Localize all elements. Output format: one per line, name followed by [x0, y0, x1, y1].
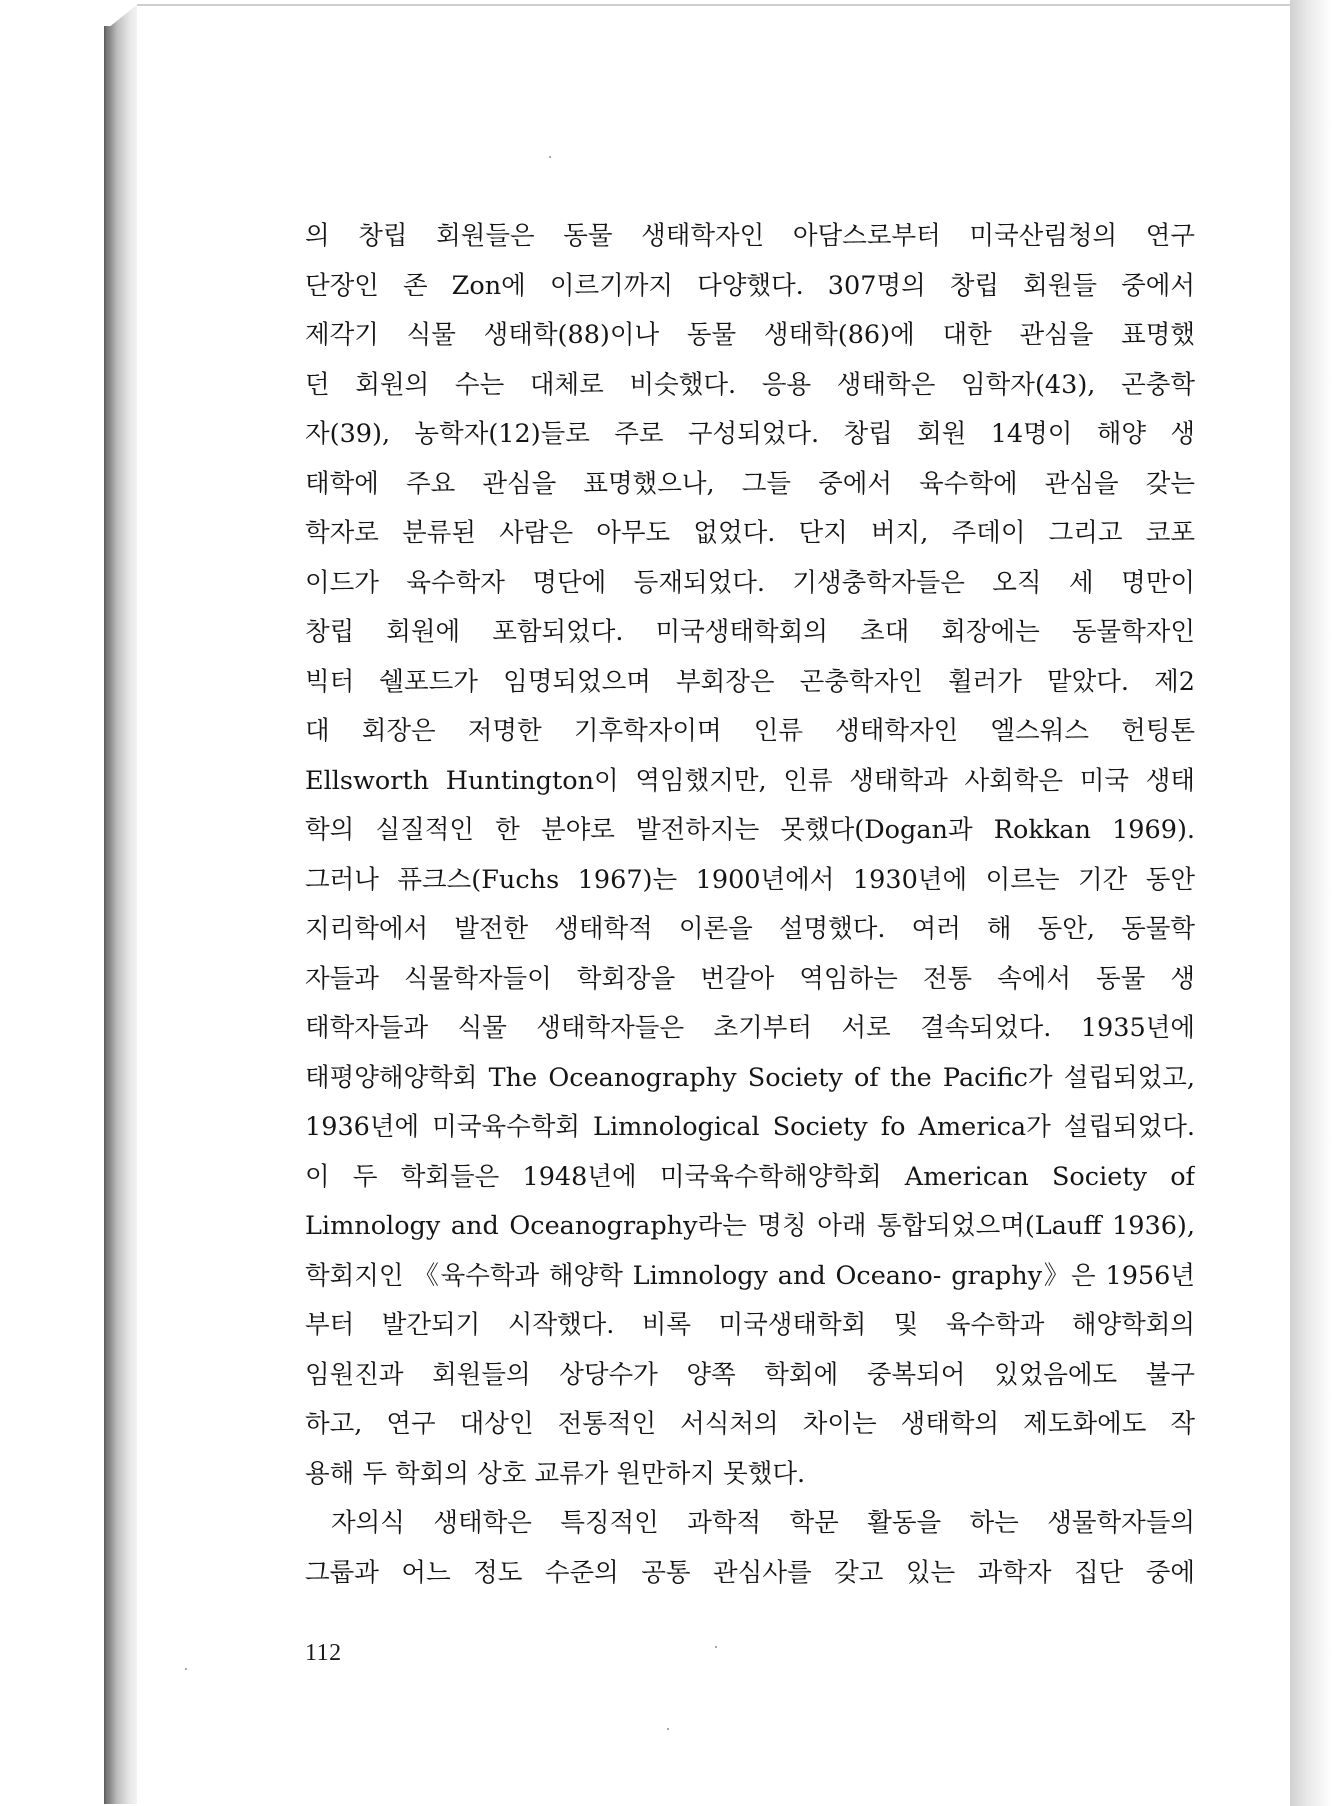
text-line: 학회지인 《육수학과 해양학 Limnology and Oceano- graphy》은 1956년 — [305, 1260, 1195, 1291]
text-line: 부터 발간되기 시작했다. 비록 미국생태학회 및 육수학과 해양학회의 — [305, 1310, 1195, 1340]
text-line: 그러나 퓨크스(Fuchs 1967)는 1900년에서 1930년에 이르는 기간 동안 — [305, 864, 1195, 895]
text-line: 그룹과 어느 정도 수준의 공통 관심사를 갖고 있는 과학자 집단 중에 — [305, 1557, 1195, 1588]
text-line: 던 회원의 수는 대체로 비슷했다. 응용 생태학은 임학자(43), 곤충학 — [305, 369, 1195, 400]
text-line: 창립 회원에 포함되었다. 미국생태학회의 초대 회장에는 동물학자인 — [305, 617, 1195, 647]
text-line: 하고, 연구 대상인 전통적인 서식처의 차이는 생태학의 제도화에도 작 — [305, 1409, 1195, 1439]
text-line: 용해 두 학회의 상호 교류가 원만하지 못했다. — [305, 1458, 806, 1489]
scan-speck — [715, 1646, 717, 1648]
text-line: 이드가 육수학자 명단에 등재되었다. 기생충학자들은 오직 세 명만이 — [305, 567, 1195, 598]
text-line: Ellsworth Huntington이 역임했지만, 인류 생태학과 사회학은 미국 생태 — [305, 765, 1195, 796]
text-line: 학의 실질적인 한 분야로 발전하지는 못했다(Dogan과 Rokkan 1969). — [305, 815, 1195, 845]
text-line: 임원진과 회원들의 상당수가 양쪽 학회에 중복되어 있었음에도 불구 — [305, 1359, 1195, 1390]
text-line: 지리학에서 발전한 생태학적 이론을 설명했다. 여러 해 동안, 동물학 — [305, 914, 1195, 944]
page-number: 112 — [305, 1640, 342, 1666]
text-line: 이 두 학회들은 1948년에 미국육수학해양학회 American Society of — [305, 1161, 1195, 1192]
page-drop-shadow — [1290, 0, 1332, 1806]
text-line: 학자로 분류된 사람은 아무도 없었다. 단지 버지, 주데이 그리고 코포 — [305, 518, 1195, 548]
scan-speck — [667, 1728, 669, 1730]
text-line: 제각기 식물 생태학(88)이나 동물 생태학(86)에 대한 관심을 표명했 — [305, 320, 1195, 350]
text-line: 의 창립 회원들은 동물 생태학자인 아담스로부터 미국산림청의 연구 — [305, 221, 1195, 251]
text-line: 1936년에 미국육수학회 Limnological Society fo America가 설립되었다. — [305, 1112, 1195, 1142]
text-line: 단장인 존 Zon에 이르기까지 다양했다. 307명의 창립 회원들 중에서 — [305, 270, 1195, 301]
text-line: 태학자들과 식물 생태학자들은 초기부터 서로 결속되었다. 1935년에 — [305, 1013, 1195, 1043]
text-line: 태평양해양학회 The Oceanography Society of the Pacific가 설립되었고, — [305, 1062, 1195, 1093]
text-line-indented: 자의식 생태학은 특징적인 과학적 학문 활동을 하는 생물학자들의 — [331, 1508, 1195, 1538]
scan-speck — [185, 1668, 187, 1670]
text-line: 빅터 쉘포드가 임명되었으며 부회장은 곤충학자인 휠러가 맡았다. 제2 — [305, 666, 1195, 697]
text-line: 자들과 식물학자들이 학회장을 번갈아 역임하는 전통 속에서 동물 생 — [305, 963, 1195, 994]
book-page-edges — [108, 4, 138, 1804]
text-line: 태학에 주요 관심을 표명했으나, 그들 중에서 육수학에 관심을 갖는 — [305, 468, 1195, 499]
book-page — [137, 4, 1290, 1806]
text-line: 대 회장은 저명한 기후학자이며 인류 생태학자인 엘스워스 헌팅톤 — [305, 716, 1195, 746]
scan-speck — [549, 156, 551, 158]
text-line: Limnology and Oceanography라는 명칭 아래 통합되었으며(Lauff 1936), — [305, 1211, 1195, 1241]
text-line: 자(39), 농학자(12)들로 주로 구성되었다. 창립 회원 14명이 해양 생 — [305, 419, 1195, 449]
body-text — [305, 212, 1195, 1598]
